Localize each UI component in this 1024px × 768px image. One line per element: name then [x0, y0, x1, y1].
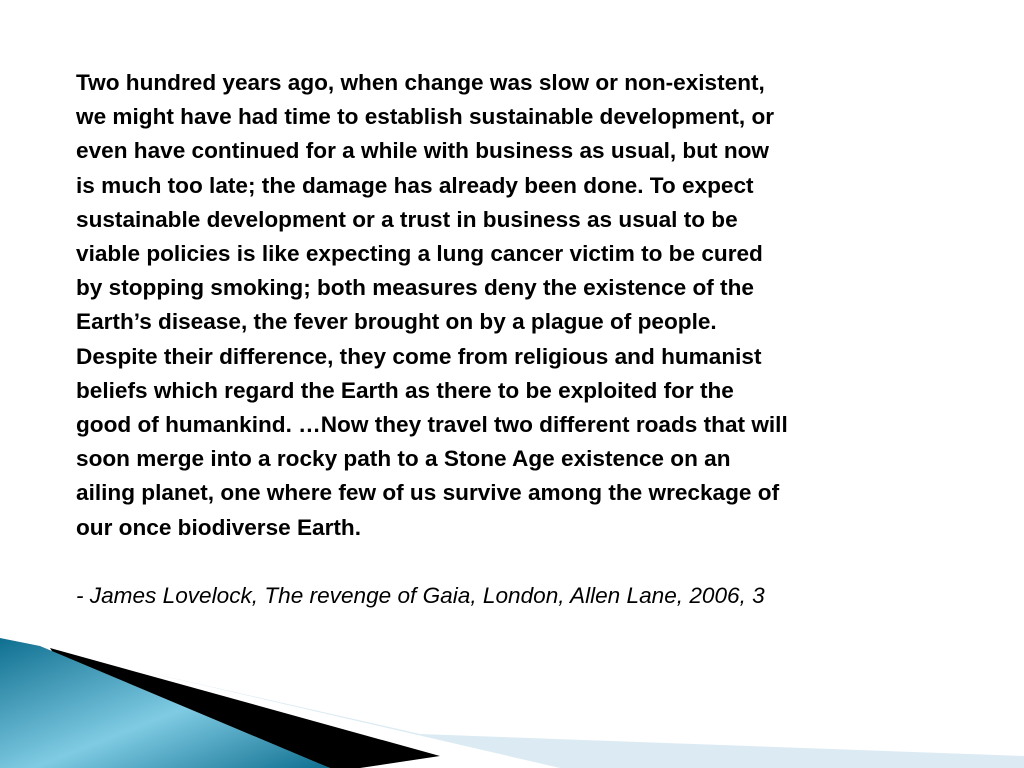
quote-line: our once biodiverse Earth. — [76, 514, 362, 540]
quote-line: good of humankind. …Now they travel two different roads that will — [76, 412, 788, 438]
quote-line: Earth’s disease, the fever brought on by a plague of people. — [76, 309, 717, 335]
quote-line: beliefs which regard the Earth as there to be exploited for the — [76, 377, 734, 403]
quote-line: sustainable development or a trust in business as usual to be — [76, 206, 738, 232]
quote-line: Two hundred years ago, when change was slow or non-existent, — [76, 70, 765, 95]
quote-line: Despite their difference, they come from religious and humanist — [76, 343, 762, 369]
quote-line: soon merge into a rocky path to a Stone Age existence on an — [76, 446, 731, 472]
quote-line: by stopping smoking; both measures deny the existence of the — [76, 275, 754, 301]
quote-line: viable policies is like expecting a lung cancer victim to be cured — [76, 241, 763, 267]
quote-body — [76, 66, 996, 545]
quote-block — [76, 66, 996, 613]
quote-line: is much too late; the damage has already been done. To expect — [76, 172, 754, 198]
quote-attribution: - James Lovelock, The revenge of Gaia, London, Allen Lane, 2006, 3 — [76, 582, 765, 608]
quote-line: we might have had time to establish sustainable development, or — [76, 104, 775, 130]
footer-swoosh-decoration — [0, 638, 1024, 768]
quote-line: even have continued for a while with business as usual, but now — [76, 138, 770, 164]
quote-line: ailing planet, one where few of us survive among the wreckage of — [76, 480, 780, 506]
